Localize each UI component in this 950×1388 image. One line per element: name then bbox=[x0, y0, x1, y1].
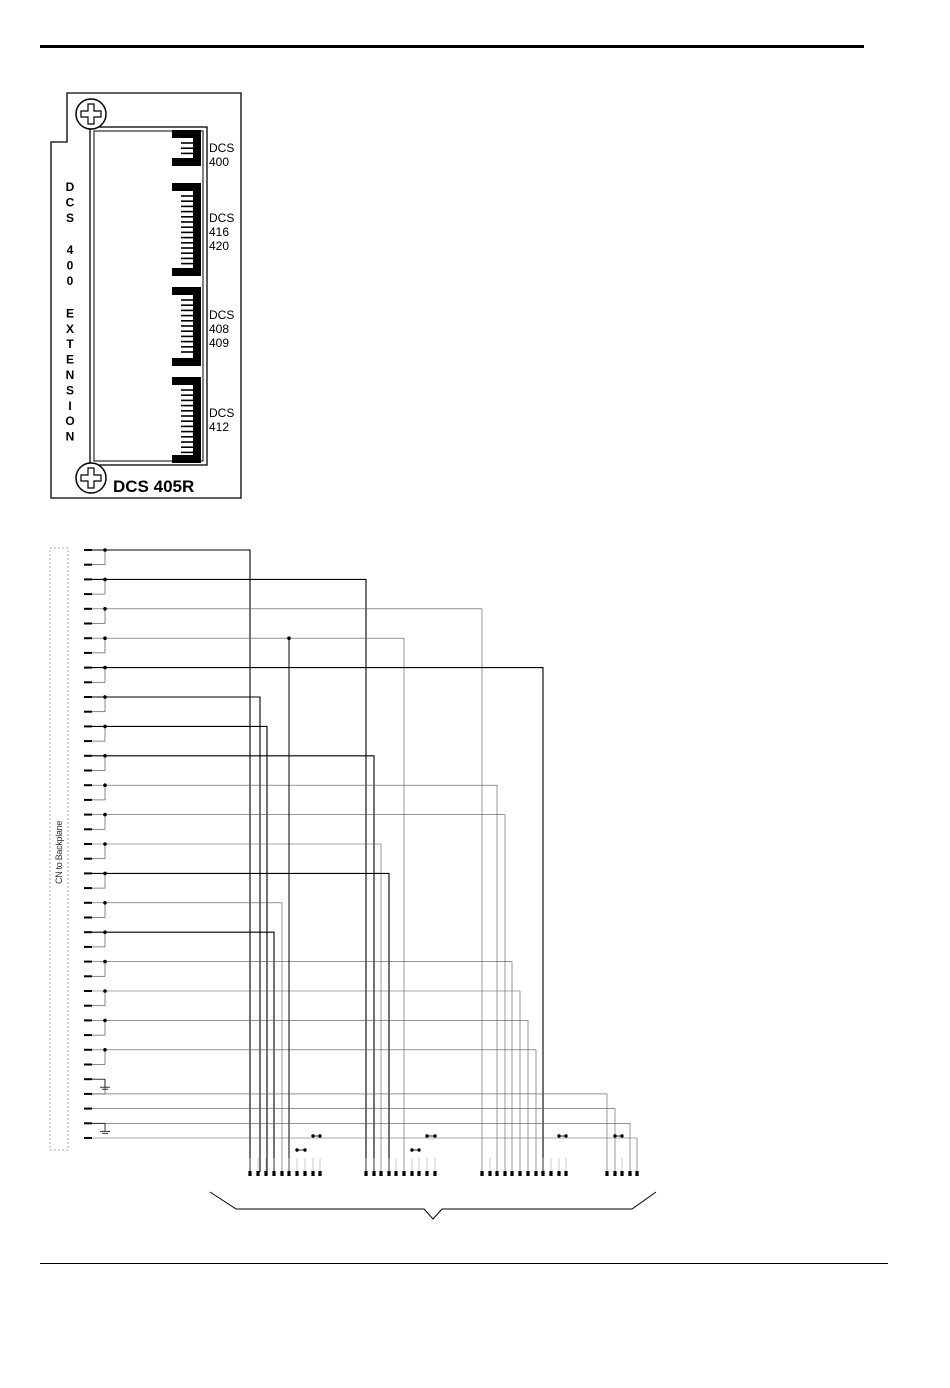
output-pin bbox=[425, 1171, 428, 1176]
wire bbox=[92, 609, 482, 1172]
vertical-label-char: 0 bbox=[66, 274, 74, 288]
wire bbox=[92, 1109, 615, 1172]
connector-label: CN to Backplane bbox=[54, 820, 64, 884]
wire bbox=[92, 1094, 607, 1172]
output-pin bbox=[495, 1171, 498, 1176]
port-label-3-line1: DCS bbox=[209, 308, 235, 322]
vertical-label-char: T bbox=[66, 337, 74, 352]
output-pin bbox=[256, 1171, 259, 1176]
wire bbox=[92, 697, 260, 1172]
output-pin bbox=[272, 1171, 275, 1176]
vertical-label-char: 0 bbox=[66, 258, 74, 273]
port-label-3-line2: 408 bbox=[209, 322, 230, 336]
output-pin bbox=[295, 1171, 298, 1176]
wire bbox=[92, 1020, 528, 1172]
rj-port-icon bbox=[172, 183, 201, 276]
output-pin bbox=[410, 1171, 413, 1176]
screw-bottom-icon bbox=[76, 463, 106, 493]
output-pin bbox=[402, 1171, 405, 1176]
port-label-4-line2: 412 bbox=[209, 420, 230, 434]
output-pin bbox=[480, 1171, 483, 1176]
output-pin bbox=[280, 1171, 283, 1176]
screw-top-icon bbox=[76, 99, 106, 129]
output-pin bbox=[549, 1171, 552, 1176]
ground-icon bbox=[92, 1123, 110, 1133]
ground-icon bbox=[92, 1079, 110, 1089]
output-pin bbox=[311, 1171, 314, 1176]
wire bbox=[92, 726, 267, 1172]
wire bbox=[92, 903, 282, 1172]
wire bbox=[92, 844, 381, 1172]
output-pin bbox=[503, 1171, 506, 1176]
vertical-label-char: I bbox=[68, 398, 72, 413]
output-pin bbox=[628, 1171, 631, 1176]
port-label-3-line3: 409 bbox=[209, 336, 230, 350]
output-pin bbox=[433, 1171, 436, 1176]
output-pin bbox=[620, 1171, 623, 1176]
wire bbox=[92, 756, 374, 1172]
port-label-2-line3: 420 bbox=[209, 239, 230, 253]
port-label-1-line2: 400 bbox=[209, 155, 230, 169]
rj-port-icon bbox=[172, 130, 201, 166]
output-pin bbox=[372, 1171, 375, 1176]
output-pin bbox=[364, 1171, 367, 1176]
output-pin bbox=[488, 1171, 491, 1176]
wire bbox=[92, 1123, 630, 1172]
brace bbox=[210, 1192, 656, 1219]
vertical-label-char: S bbox=[65, 383, 75, 398]
vertical-label-char: S bbox=[65, 210, 75, 225]
output-pin bbox=[557, 1171, 560, 1176]
wire bbox=[92, 815, 505, 1172]
output-pin bbox=[417, 1171, 420, 1176]
front-panel bbox=[0, 0, 260, 510]
wire bbox=[92, 991, 520, 1172]
wire bbox=[92, 962, 512, 1172]
vertical-label-char: D bbox=[65, 180, 75, 194]
vertical-label-char: N bbox=[65, 429, 75, 444]
wire bbox=[92, 550, 250, 1172]
port-label-4-line1: DCS bbox=[209, 406, 235, 420]
vertical-label-char: C bbox=[65, 195, 75, 210]
vertical-label-char: O bbox=[65, 414, 75, 429]
output-pin bbox=[248, 1171, 251, 1176]
rj-port-icon bbox=[172, 287, 201, 366]
model-label: DCS 405R bbox=[113, 477, 195, 496]
wire bbox=[92, 1138, 637, 1172]
wire bbox=[92, 638, 404, 1172]
vertical-label-char: 4 bbox=[66, 243, 74, 258]
wire bbox=[92, 1050, 536, 1172]
vertical-label-char: N bbox=[65, 368, 75, 382]
output-pin bbox=[318, 1171, 321, 1176]
wire bbox=[92, 932, 274, 1172]
rj-port-icon bbox=[172, 377, 201, 463]
panel-inner-frame bbox=[90, 127, 207, 465]
output-pin bbox=[526, 1171, 529, 1176]
output-pin bbox=[635, 1171, 638, 1176]
output-pin bbox=[518, 1171, 521, 1176]
output-pin bbox=[287, 1171, 290, 1176]
port-label-2-line2: 416 bbox=[209, 225, 230, 239]
output-pin bbox=[387, 1171, 390, 1176]
wire bbox=[92, 873, 389, 1172]
wire bbox=[92, 579, 366, 1172]
vertical-label-char: X bbox=[65, 321, 75, 336]
output-pin bbox=[394, 1171, 397, 1176]
wire bbox=[92, 668, 543, 1172]
output-pin bbox=[264, 1171, 267, 1176]
output-pin bbox=[534, 1171, 537, 1176]
output-pin bbox=[564, 1171, 567, 1176]
output-pin bbox=[605, 1171, 608, 1176]
port-label-2-line1: DCS bbox=[209, 211, 235, 225]
output-pin bbox=[303, 1171, 306, 1176]
vertical-label-char: E bbox=[65, 352, 75, 367]
wiring-diagram bbox=[0, 530, 700, 1230]
output-pin bbox=[379, 1171, 382, 1176]
output-pin bbox=[510, 1171, 513, 1176]
vertical-label-char: E bbox=[65, 306, 75, 321]
bottom-rule bbox=[40, 1263, 888, 1264]
wire bbox=[92, 785, 497, 1172]
output-pin bbox=[541, 1171, 544, 1176]
output-pin bbox=[613, 1171, 616, 1176]
port-label-1-line1: DCS bbox=[209, 141, 235, 155]
